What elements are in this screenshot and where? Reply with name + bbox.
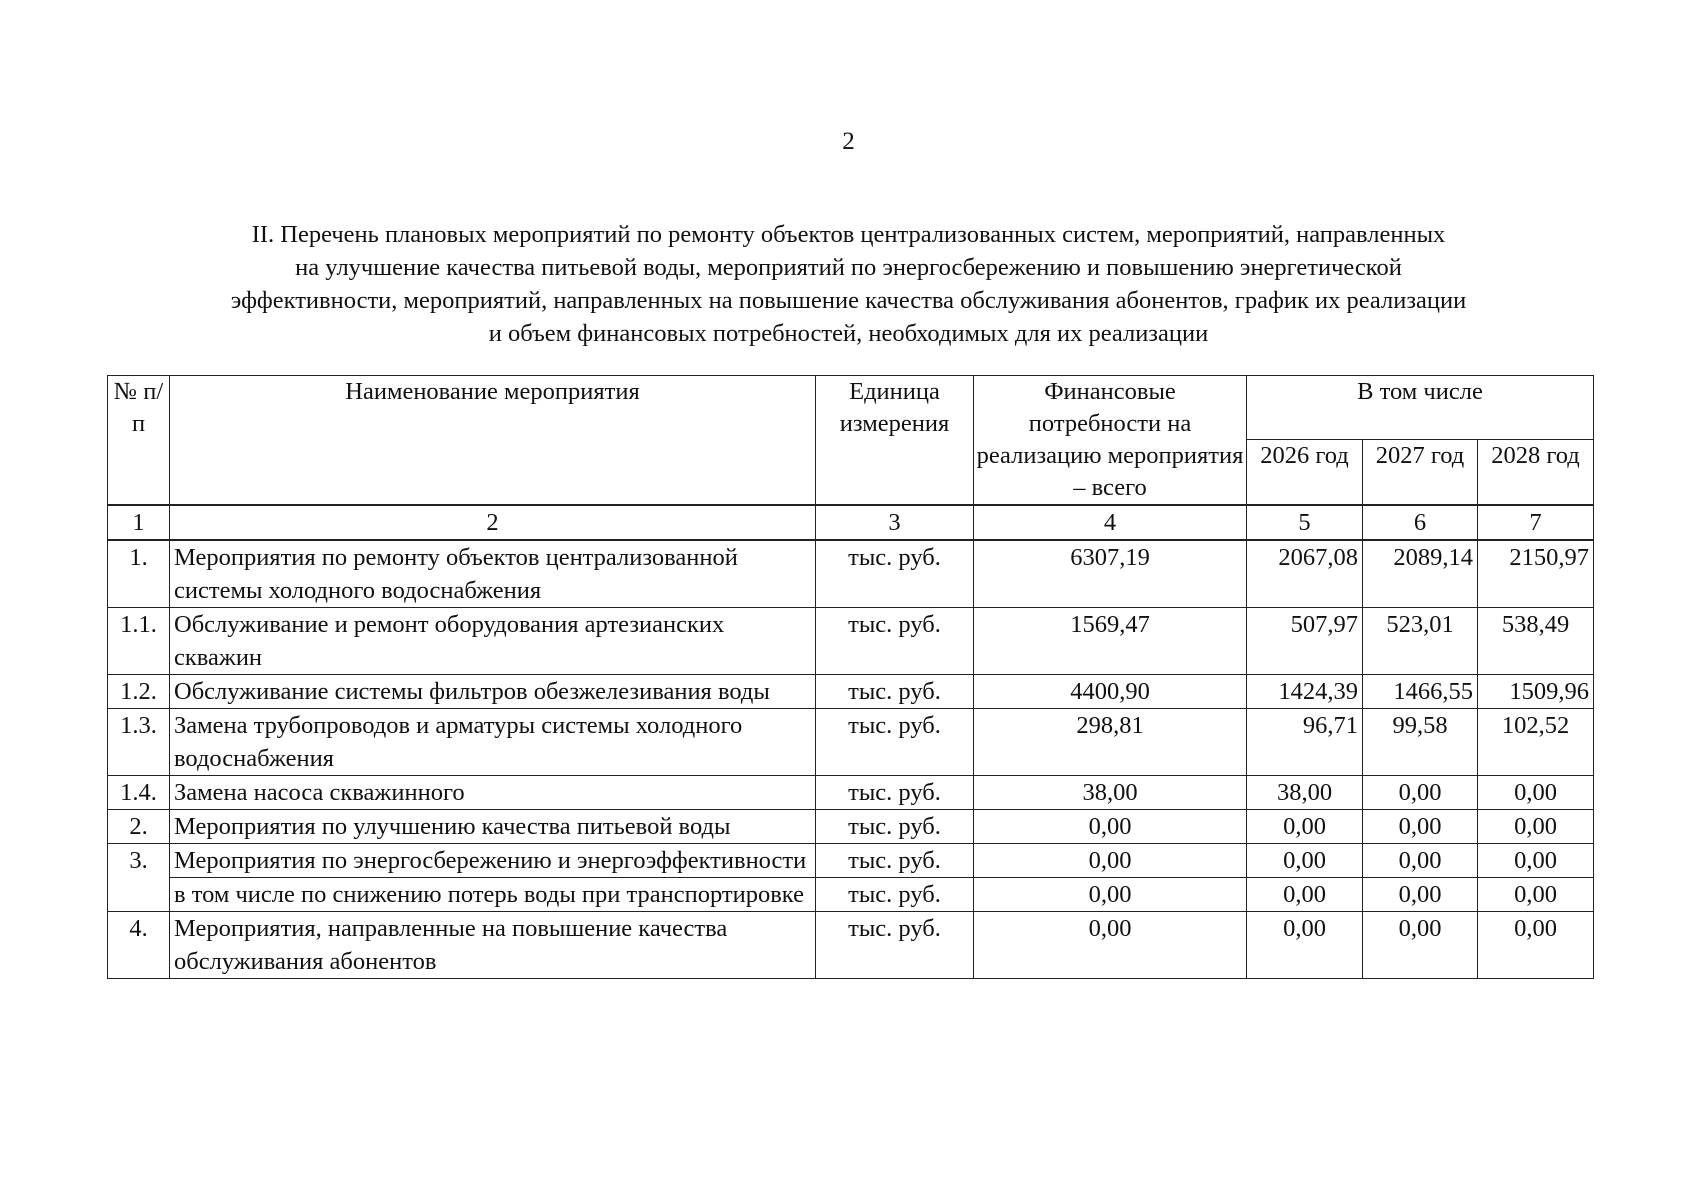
header-2026: 2026 год	[1247, 440, 1363, 505]
row-total: 4400,90	[974, 675, 1247, 709]
row-total: 0,00	[974, 844, 1247, 878]
row-2028: 2150,97	[1478, 540, 1594, 608]
row-unit: тыс. руб.	[816, 878, 974, 912]
document-title	[100, 218, 1597, 350]
row-2026: 96,71	[1247, 709, 1363, 776]
table-row	[108, 810, 1594, 844]
header-2028: 2028 год	[1478, 440, 1594, 505]
header-name: Наименование мероприятия	[170, 376, 816, 506]
measures-table	[107, 375, 1594, 979]
row-2026: 507,97	[1247, 608, 1363, 675]
table-row	[108, 878, 1594, 912]
row-2028: 0,00	[1478, 844, 1594, 878]
header-including: В том числе	[1247, 376, 1594, 440]
row-unit: тыс. руб.	[816, 540, 974, 608]
header-total: Финансовые потребности на реализацию мероприятия – всего	[974, 376, 1247, 506]
index-cell: 2	[170, 505, 816, 540]
row-num: 4.	[108, 912, 170, 979]
header-num: № п/п	[108, 376, 170, 506]
row-name: Замена трубопроводов и арматуры системы холодного водоснабжения	[170, 709, 816, 776]
row-name: Мероприятия по улучшению качества питьевой воды	[170, 810, 816, 844]
row-unit: тыс. руб.	[816, 844, 974, 878]
table-row	[108, 912, 1594, 979]
row-num: 1.2.	[108, 675, 170, 709]
index-cell: 4	[974, 505, 1247, 540]
title-line: эффективности, мероприятий, направленных на повышение качества обслуживания абонентов, график их реализации	[230, 287, 1467, 314]
row-2028: 0,00	[1478, 810, 1594, 844]
row-num: 1.1.	[108, 608, 170, 675]
index-cell: 5	[1247, 505, 1363, 540]
row-name: Мероприятия по ремонту объектов централизованной системы холодного водоснабжения	[170, 540, 816, 608]
row-name: Мероприятия по энергосбережению и энергоэффективности	[170, 844, 816, 878]
row-2027: 0,00	[1363, 844, 1478, 878]
table-row	[108, 675, 1594, 709]
index-cell: 3	[816, 505, 974, 540]
row-2027: 2089,14	[1363, 540, 1478, 608]
row-unit: тыс. руб.	[816, 675, 974, 709]
title-line: II. Перечень плановых мероприятий по ремонту объектов централизованных систем, мероприятий, направленных	[251, 221, 1446, 248]
table-row	[108, 709, 1594, 776]
header-unit: Единица измерения	[816, 376, 974, 506]
row-total: 38,00	[974, 776, 1247, 810]
row-total: 6307,19	[974, 540, 1247, 608]
table-row	[108, 776, 1594, 810]
row-2028: 102,52	[1478, 709, 1594, 776]
row-2026: 1424,39	[1247, 675, 1363, 709]
title-line: на улучшение качества питьевой воды, мероприятий по энергосбережению и повышению энергетической	[295, 254, 1402, 281]
row-num: 1.4.	[108, 776, 170, 810]
row-2026: 2067,08	[1247, 540, 1363, 608]
row-2027: 523,01	[1363, 608, 1478, 675]
row-2026: 38,00	[1247, 776, 1363, 810]
row-name: Мероприятия, направленные на повышение качества обслуживания абонентов	[170, 912, 816, 979]
row-num	[108, 878, 170, 912]
row-unit: тыс. руб.	[816, 776, 974, 810]
row-2028: 0,00	[1478, 776, 1594, 810]
row-unit: тыс. руб.	[816, 709, 974, 776]
row-2027: 0,00	[1363, 776, 1478, 810]
row-2027: 0,00	[1363, 912, 1478, 979]
row-num: 3.	[108, 844, 170, 878]
row-total: 1569,47	[974, 608, 1247, 675]
index-cell: 7	[1478, 505, 1594, 540]
row-2028: 0,00	[1478, 878, 1594, 912]
page-number: 2	[842, 128, 855, 155]
row-name: в том числе по снижению потерь воды при транспортировке	[170, 878, 816, 912]
column-index-row	[108, 505, 1594, 540]
row-2028: 1509,96	[1478, 675, 1594, 709]
row-unit: тыс. руб.	[816, 608, 974, 675]
table-row	[108, 844, 1594, 878]
row-2026: 0,00	[1247, 810, 1363, 844]
row-2026: 0,00	[1247, 844, 1363, 878]
row-num: 1.	[108, 540, 170, 608]
row-2028: 0,00	[1478, 912, 1594, 979]
row-2026: 0,00	[1247, 878, 1363, 912]
row-num: 1.3.	[108, 709, 170, 776]
row-total: 0,00	[974, 810, 1247, 844]
row-2027: 0,00	[1363, 878, 1478, 912]
index-cell: 6	[1363, 505, 1478, 540]
row-num: 2.	[108, 810, 170, 844]
table-row	[108, 540, 1594, 608]
row-2027: 1466,55	[1363, 675, 1478, 709]
row-name: Замена насоса скважинного	[170, 776, 816, 810]
row-2027: 0,00	[1363, 810, 1478, 844]
row-name: Обслуживание системы фильтров обезжелезивания воды	[170, 675, 816, 709]
row-unit: тыс. руб.	[816, 810, 974, 844]
table-row	[108, 608, 1594, 675]
row-2028: 538,49	[1478, 608, 1594, 675]
row-2027: 99,58	[1363, 709, 1478, 776]
row-unit: тыс. руб.	[816, 912, 974, 979]
row-2026: 0,00	[1247, 912, 1363, 979]
row-name: Обслуживание и ремонт оборудования артезианских скважин	[170, 608, 816, 675]
title-line: и объем финансовых потребностей, необходимых для их реализации	[488, 320, 1209, 347]
row-total: 298,81	[974, 709, 1247, 776]
row-total: 0,00	[974, 878, 1247, 912]
index-cell: 1	[108, 505, 170, 540]
header-2027: 2027 год	[1363, 440, 1478, 505]
row-total: 0,00	[974, 912, 1247, 979]
